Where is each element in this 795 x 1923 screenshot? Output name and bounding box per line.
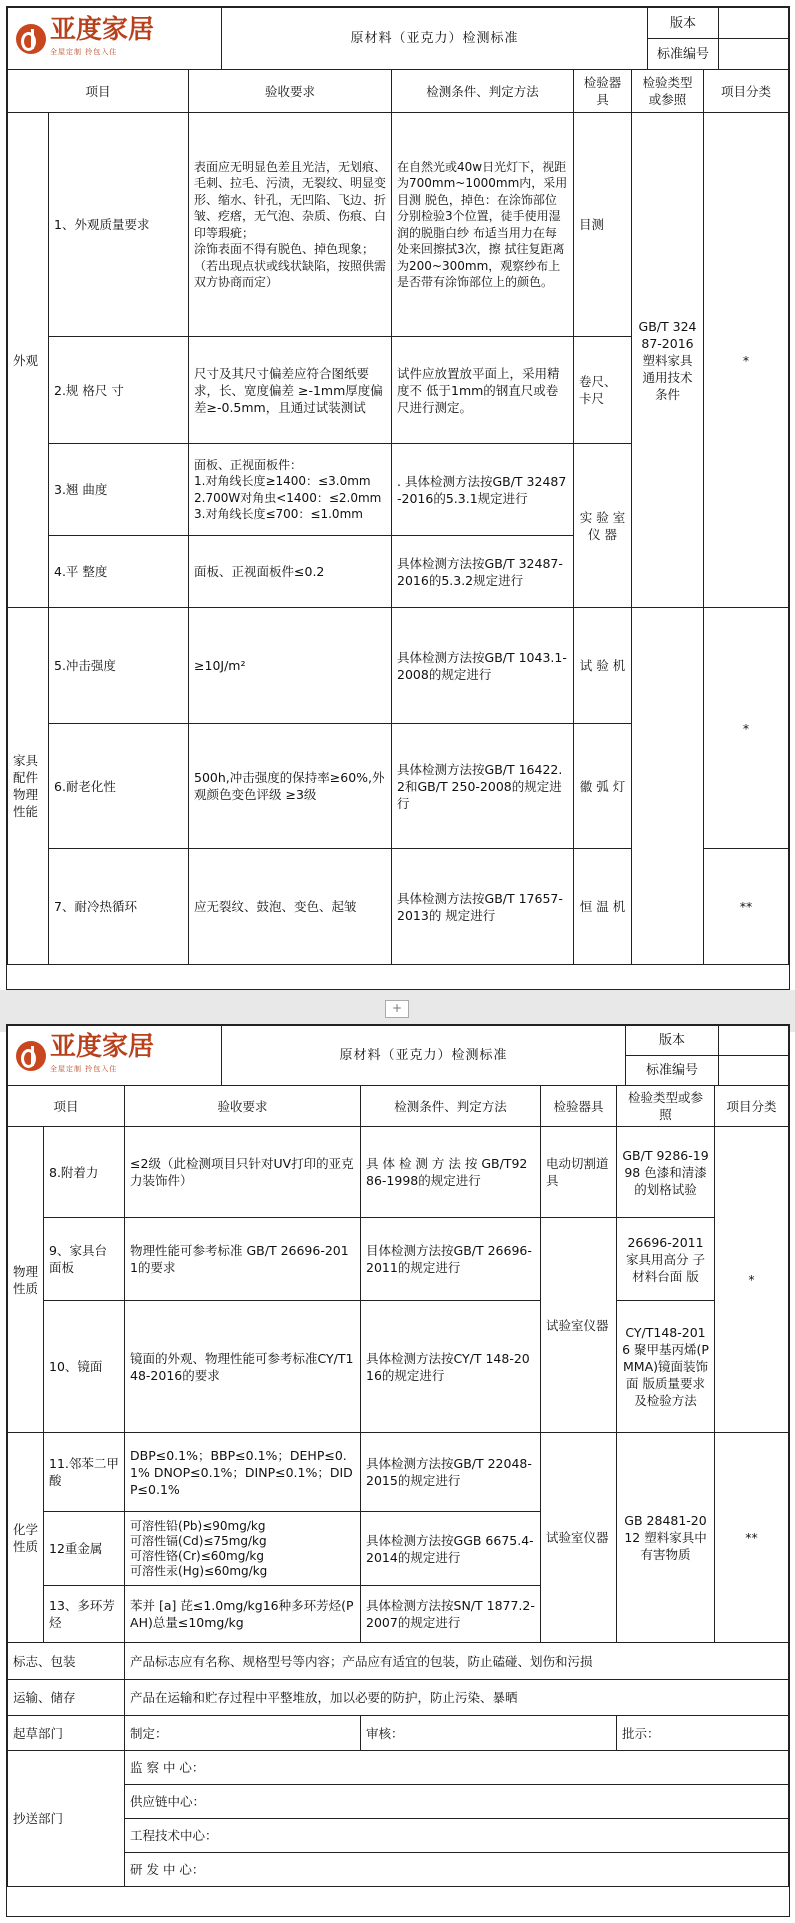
col-item: 项目 — [8, 70, 189, 113]
cc-label: 抄送部门 — [8, 1751, 125, 1887]
row-method: 具体检测方法按GGB 6675.4-2014的规定进行 — [361, 1512, 541, 1586]
code-value — [719, 1056, 789, 1086]
row-instrument: 试验室仪器 — [541, 1218, 617, 1433]
brand-sub: 全屋定制 拎包入住 — [50, 48, 118, 56]
row-name: 7、耐冷热循环 — [49, 849, 189, 965]
col-item: 项目 — [8, 1086, 125, 1127]
row-requirement: 面板、正视面板件≤0.2 — [189, 536, 392, 608]
row-requirement: 物理性能可参考标准 GB/T 26696-2011的要求 — [125, 1218, 361, 1301]
row-name: 12重金属 — [44, 1512, 125, 1586]
row-method: 具体检测方法按CY/T 148-2016的规定进行 — [361, 1301, 541, 1433]
header-table — [7, 7, 789, 70]
row-method: 具体检测方法按GB/T 22048-2015的规定进行 — [361, 1433, 541, 1512]
header-table — [7, 1025, 789, 1086]
row-requirement: ≤2级（此检测项目只针对UV打印的亚克力装饰件） — [125, 1127, 361, 1218]
version-label: 版本 — [648, 8, 719, 39]
row-standard: GB/T 9286-1998 色漆和清漆的划格试验 — [617, 1127, 715, 1218]
cc-row: 研 发 中 心： — [125, 1853, 789, 1887]
col-standard: 检验类型或参照 — [632, 70, 704, 113]
row-method: 具体检测方法按GB/T 32487-2016的5.3.2规定进行 — [392, 536, 574, 608]
col-standard: 检验类型或参照 — [617, 1086, 715, 1127]
brand-name: 亚度家居 — [50, 1032, 155, 1062]
row-method: . 具体检测方法按GB/T 32487-2016的5.3.1规定进行 — [392, 444, 574, 536]
category: ** — [704, 849, 789, 965]
row-name: 13、多环芳烃 — [44, 1586, 125, 1643]
group-appearance: 外观 — [8, 113, 49, 608]
col-category: 项目分类 — [715, 1086, 789, 1127]
row-method: 具体检测方法按GB/T 1043.1-2008的规定进行 — [392, 608, 574, 724]
category: * — [704, 113, 789, 608]
row-instrument: 实 验 室 仪 器 — [574, 444, 632, 608]
col-method: 检测条件、判定方法 — [361, 1086, 541, 1127]
brand-name: 亚度家居 — [50, 15, 155, 45]
group-physical: 家具配件物理性能 — [8, 608, 49, 965]
row-instrument: 试 验 机 — [574, 608, 632, 724]
marking-label: 标志、包装 — [8, 1643, 125, 1680]
row-requirement: 苯并 [a] 芘≤1.0mg/kg16种多环芳烃(PAH)总量≤10mg/kg — [125, 1586, 361, 1643]
page-1 — [6, 6, 790, 990]
row-name: 5.冲击强度 — [49, 608, 189, 724]
logo — [8, 8, 222, 70]
row-instrument: 恒 温 机 — [574, 849, 632, 965]
version-value — [719, 1026, 789, 1056]
row-name: 2.规 格尺 寸 — [49, 337, 189, 444]
footer-table — [7, 1642, 789, 1887]
row-requirement: 表面应无明显色差且光洁，无划痕、毛刺、拉毛、污渍，无裂纹、明显变形、缩水、针孔，无凹陷、飞边、折皱、疙瘩，无气泡、杂质、伤痕、白印等瑕疵； 涂饰表面不得有脱色、掉色现象； （若出现点状或线状缺陷，按照供需双方协商而定） — [189, 113, 392, 337]
group-chemical: 化学性质 — [8, 1433, 44, 1643]
category: ** — [715, 1433, 789, 1643]
row-instrument: 电动切割道具 — [541, 1127, 617, 1218]
row-requirement: 500h,冲击强度的保持率≥60%,外观颜色变色评级 ≥3级 — [189, 724, 392, 849]
row-name: 9、家具台面板 — [44, 1218, 125, 1301]
add-page-button[interactable]: + — [385, 1000, 409, 1018]
row-method: 具 体 检 测 方 法 按 GB/T9286-1998的规定进行 — [361, 1127, 541, 1218]
row-standard: 26696-2011 家具用高分 子材料台面 版 — [617, 1218, 715, 1301]
transport-text: 产品在运输和贮存过程中平整堆放，加以必要的防护，防止污染、暴晒 — [125, 1680, 789, 1716]
row-standard: CY/T148-2016 聚甲基丙烯(PMMA)镜面装饰面 版质量要求 及检验方法 — [617, 1301, 715, 1433]
category: * — [715, 1127, 789, 1433]
col-instrument: 检验器具 — [574, 70, 632, 113]
page-title: 原材料（亚克力）检测标准 — [222, 8, 648, 70]
code-label: 标准编号 — [648, 39, 719, 70]
page-title: 原材料（亚克力）检测标准 — [222, 1026, 626, 1086]
version-value — [719, 8, 789, 39]
row-name: 4.平 整度 — [49, 536, 189, 608]
row-requirement: 镜面的外观、物理性能可参考标准CY/T148-2016的要求 — [125, 1301, 361, 1433]
row-requirement: ≥10J/m² — [189, 608, 392, 724]
row-requirement: 可溶性铅(Pb)≤90mg/kg 可溶性镉(Cd)≤75mg/kg 可溶性铬(Cr)≤60mg/kg 可溶性汞(Hg)≤60mg/kg — [125, 1512, 361, 1586]
row-method: 试件应放置放平面上，采用精度不 低于1mm的钢直尺或卷尺进行测定。 — [392, 337, 574, 444]
standard-ref: GB/T 32487-2016 塑料家具通用技术条件 — [632, 113, 704, 608]
row-method: 具体检测方法按GB/T 16422.2和GB/T 250-2008的规定进行 — [392, 724, 574, 849]
marking-text: 产品标志应有名称、规格型号等内容；产品应有适宜的包装，防止磕碰、划伤和污损 — [125, 1643, 789, 1680]
row-standard: GB 28481-2012 塑料家具中有害物质 — [617, 1433, 715, 1643]
code-value — [719, 39, 789, 70]
row-method: 具体检测方法按GB/T 17657-2013的 规定进行 — [392, 849, 574, 965]
col-requirement: 验收要求 — [189, 70, 392, 113]
row-instrument: 卷尺、卡尺 — [574, 337, 632, 444]
category: * — [704, 608, 789, 849]
row-requirement: 尺寸及其尺寸偏差应符合图纸要求，长、宽度偏差 ≥-1mm厚度偏差≥-0.5mm，且通过试装测试 — [189, 337, 392, 444]
draft-label: 起草部门 — [8, 1716, 125, 1751]
transport-label: 运输、储存 — [8, 1680, 125, 1716]
version-label: 版本 — [626, 1026, 719, 1056]
row-instrument: 试验室仪器 — [541, 1433, 617, 1643]
logo — [8, 1026, 222, 1086]
brand-sub: 全屋定制 拎包入住 — [50, 1065, 118, 1073]
code-label: 标准编号 — [626, 1056, 719, 1086]
brand-logo-icon — [16, 1041, 46, 1071]
col-requirement: 验收要求 — [125, 1086, 361, 1127]
row-name: 8.附着力 — [44, 1127, 125, 1218]
row-instrument: 徽 弧 灯 — [574, 724, 632, 849]
cc-row: 工程技术中心： — [125, 1819, 789, 1853]
row-instrument: 目测 — [574, 113, 632, 337]
row-method: 目体检测方法按GB/T 26696-2011的规定进行 — [361, 1218, 541, 1301]
row-requirement: 应无裂纹、鼓泡、变色、起皱 — [189, 849, 392, 965]
standard-blank — [632, 608, 704, 965]
row-method: 具体检测方法按SN/T 1877.2-2007的规定进行 — [361, 1586, 541, 1643]
row-requirement: DBP≤0.1%；BBP≤0.1%；DEHP≤0.1% DNOP≤0.1%；DINP≤0.1%；DIDP≤0.1% — [125, 1433, 361, 1512]
row-name: 6.耐老化性 — [49, 724, 189, 849]
row-name: 1、外观质量要求 — [49, 113, 189, 337]
cc-row: 监 察 中 心： — [125, 1751, 789, 1785]
row-name: 11.邻苯二甲酸 — [44, 1433, 125, 1512]
drafted-field: 制定： — [125, 1716, 361, 1751]
brand-logo-icon — [16, 24, 46, 54]
col-instrument: 检验器具 — [541, 1086, 617, 1127]
group-physical: 物理性质 — [8, 1127, 44, 1433]
row-method: 在自然光或40w日光灯下，视距为700mm~1000mm内，采用目测 脱色，掉色：在涂饰部位分别检验3个位置，徒手使用湿润的脱脂白纱 布适当用力在每处来回擦拭3次，擦 拭往复距离为200~300mm，观察纱布上是否带有涂饰部位上的颜色。 — [392, 113, 574, 337]
standard-table-page1 — [7, 69, 789, 965]
approved-field: 批示： — [617, 1716, 789, 1751]
row-requirement: 面板、正视面板件： 1.对角线长度≥1400：≤3.0mm 2.700W对角虫<1400：≤2.0mm 3.对角线长度≤700：≤1.0mm — [189, 444, 392, 536]
cc-row: 供应链中心： — [125, 1785, 789, 1819]
reviewed-field: 审核： — [361, 1716, 617, 1751]
standard-table-page2 — [7, 1085, 789, 1643]
row-name: 3.翘 曲度 — [49, 444, 189, 536]
row-name: 10、镜面 — [44, 1301, 125, 1433]
col-method: 检测条件、判定方法 — [392, 70, 574, 113]
col-category: 项目分类 — [704, 70, 789, 113]
page-2 — [6, 1024, 790, 1917]
